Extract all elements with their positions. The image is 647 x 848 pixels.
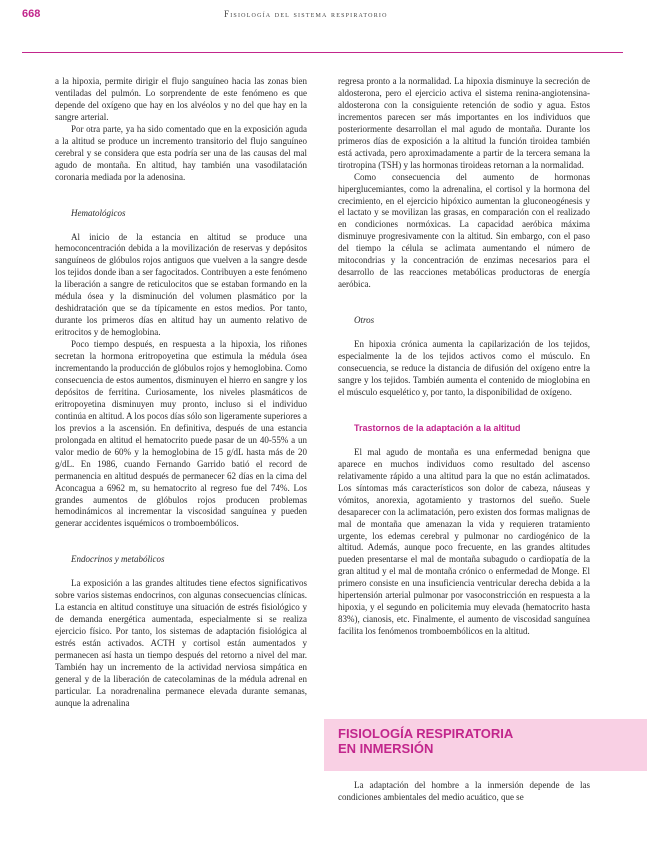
right-column xyxy=(338,76,590,638)
right-paragraph-3: En hipoxia crónica aumenta la capilarización de los tejidos, especialmente la de los tejidos activos como el músculo. En consecuencia, se reduce la distancia de difusión del oxígeno entre la sangre y los tejidos. También aumenta el contenido de mioglobina en el músculo esquelético y, por tanto, la disponibilidad de oxígeno. xyxy=(338,339,590,397)
subhead-otros: Otros xyxy=(354,315,375,326)
section-title-inmersion xyxy=(338,726,513,756)
subhead-endocrinos: Endocrinos y metabólicos xyxy=(71,554,165,565)
subhead-hematologicos: Hematológicos xyxy=(71,207,126,218)
right-paragraph-2: Como consecuencia del aumento de hormonas hiperglucemiantes, como la adrenalina, el cortisol y la hormona del crecimiento, en el ejercicio hipóxico aumentan la gluconeogénesis y el lactato y se movilizan las grasas, en comparación con el realizado en condiciones normóxicas. La capacidad aeróbica máxima disminuye progresivamente con la altitud. Sin embargo, con el paso del tiempo la célula se aclimata aumentando el número de mitocondrias y la concentración de enzimas necesarios para el desarrollo de las reacciones metabólicas productoras de energía aeróbica. xyxy=(338,171,590,290)
left-paragraph-2: Por otra parte, ya ha sido comentado que en la exposición aguda a la altitud se produce un incremento transitorio del flujo sanguíneo cerebral y se considera que esta podría ser una de las causas del mal agudo de montaña. En altitud, hay también una vasodilatación coronaria mediada por la adenosina. xyxy=(55,123,307,182)
left-paragraph-1: a la hipoxia, permite dirigir el flujo sanguíneo hacia las zonas bien ventiladas del pulmón. Lo sorprendente de este fenómeno es que depende del oxígeno que hay en los alvéolos y no del que hay en la sangre arterial. xyxy=(55,76,307,122)
right-paragraph-5: La adaptación del hombre a la inmersión depende de las condiciones ambientales del medio acuático, que se xyxy=(338,780,590,802)
right-paragraph-1: regresa pronto a la normalidad. La hipoxia disminuye la secreción de aldosterona, pero el ejercicio activa el sistema renina-angiotensina-aldosterona con la consiguiente retención de sodio y agua. Estos incrementos parecen ser más importantes en los individuos que posteriormente desarrollan el mal agudo de montaña. Durante los primeros días de exposición a la altitud la función tiroidea también está activada, pero aproximadamente a partir de la tercera semana la tirotropina (TSH) y las hormonas tiroideas retornan a la normalidad. xyxy=(338,76,590,170)
left-paragraph-3: Al inicio de la estancia en altitud se produce una hemoconcentración debida a la movilización de reservas y depósitos sanguíneos de glóbulos rojos antiguos que vuelven a la sangre desde los tejidos donde iban a ser fagocitados. Contribuyen a este fenómeno la liberación a sangre de reticulocitos que se estaban formando en la médula ósea y la disminución del volumen plasmático por la deshidratación que se da típicamente en estos medios. Por tanto, durante los primeros días en altitud hay un aumento relativo de eritrocitos y de hemoglobina. xyxy=(55,231,307,338)
section-title-trastornos: Trastornos de la adaptación a la altitud xyxy=(354,422,521,433)
section-title-line-1: FISIOLOGÍA RESPIRATORIA xyxy=(338,726,514,741)
running-title: Fisiología del sistema respiratorio xyxy=(224,9,388,19)
section-title-line-2: EN INMERSIÓN xyxy=(338,741,434,756)
right-column-bottom xyxy=(338,780,590,804)
left-column xyxy=(55,76,307,710)
page-number: 668 xyxy=(22,8,41,20)
right-paragraph-4: El mal agudo de montaña es una enfermedad benigna que aparece en muchos individuos como resultado del ascenso relativamente rápido a una altitud para la que no están aclimatados. Los síntomas más característicos son dolor de cabeza, náuseas y vómitos, anorexia, agotamiento y trastornos del sueño. Suele desaparecer con la aclimatación, pero existen dos formas malignas de mal de montaña que amenazan la vida y requieren tratamiento urgente, los edemas cerebral y pulmonar no cardiogénico de la altitud. Además, aunque poco frecuente, en las grandes altitudes pueden presentarse el mal de montaña subagudo o cardiopatía de la gran altitud y el mal de montaña crónico o enfermedad de Monge. El primero consiste en una insuficiencia ventricular derecha debida a la hipertensión arterial pulmonar por vasoconstricción en respuesta a la hipoxia, y el segundo en policitemia muy elevada (hematocrito hasta 83%), cianosis, etc. Finalmente, el aumento de viscosidad sanguínea facilita los fenómenos tromboembólicos en la altitud. xyxy=(338,446,590,637)
left-paragraph-5: La exposición a las grandes altitudes tiene efectos significativos sobre varios sistemas endocrinos, con algunas consecuencias clínicas. La estancia en altitud constituye una situación de estrés fisiológico y de demanda energética aumentada, especialmente si se realiza ejercicio físico. Por tanto, los sistemas de adaptación fisiológica al estrés están activados. ACTH y cortisol están aumentados y permanecen así hasta un tiempo después del retorno a nivel del mar. También hay un incremento de la actividad nerviosa simpática en general y de la liberación de catecolaminas de la médula adrenal en particular. La noradrenalina permanece elevada durante semanas, aunque la adrenalina xyxy=(55,578,307,708)
left-paragraph-4: Poco tiempo después, en respuesta a la hipoxia, los riñones secretan la hormona eritropoyetina que estimula la médula ósea incrementando la producción de glóbulos rojos y hemoglobina. Como consecuencia de estos aumentos, disminuyen el hierro en sangre y los depósitos de ferritina. Curiosamente, los niveles plasmáticos de eritropoyetina disminuyen muy pronto, incluso si el individuo continúa en altitud. A los pocos días sólo son ligeramente superiores a los previos a la ascensión. En definitiva, después de una estancia prolongada en altitud el hematocrito puede pasar de un 40-55% a un valor medio de 60% y la hemoglobina de 15 g/dL hasta más de 20 g/dL. En 1986, cuando Fernando Garrido batió el record de permanencia en altitud después de permanecer 62 días en la cima del Aconcagua a 6962 m, su hematocrito al regreso fue del 74%. Los grandes aumentos de glóbulos rojos producen problemas hemodinámicos al incrementar la viscosidad sanguínea y pueden generar accidentes isquémicos o tromboembólicos. xyxy=(55,339,307,529)
header-rule xyxy=(22,52,623,53)
